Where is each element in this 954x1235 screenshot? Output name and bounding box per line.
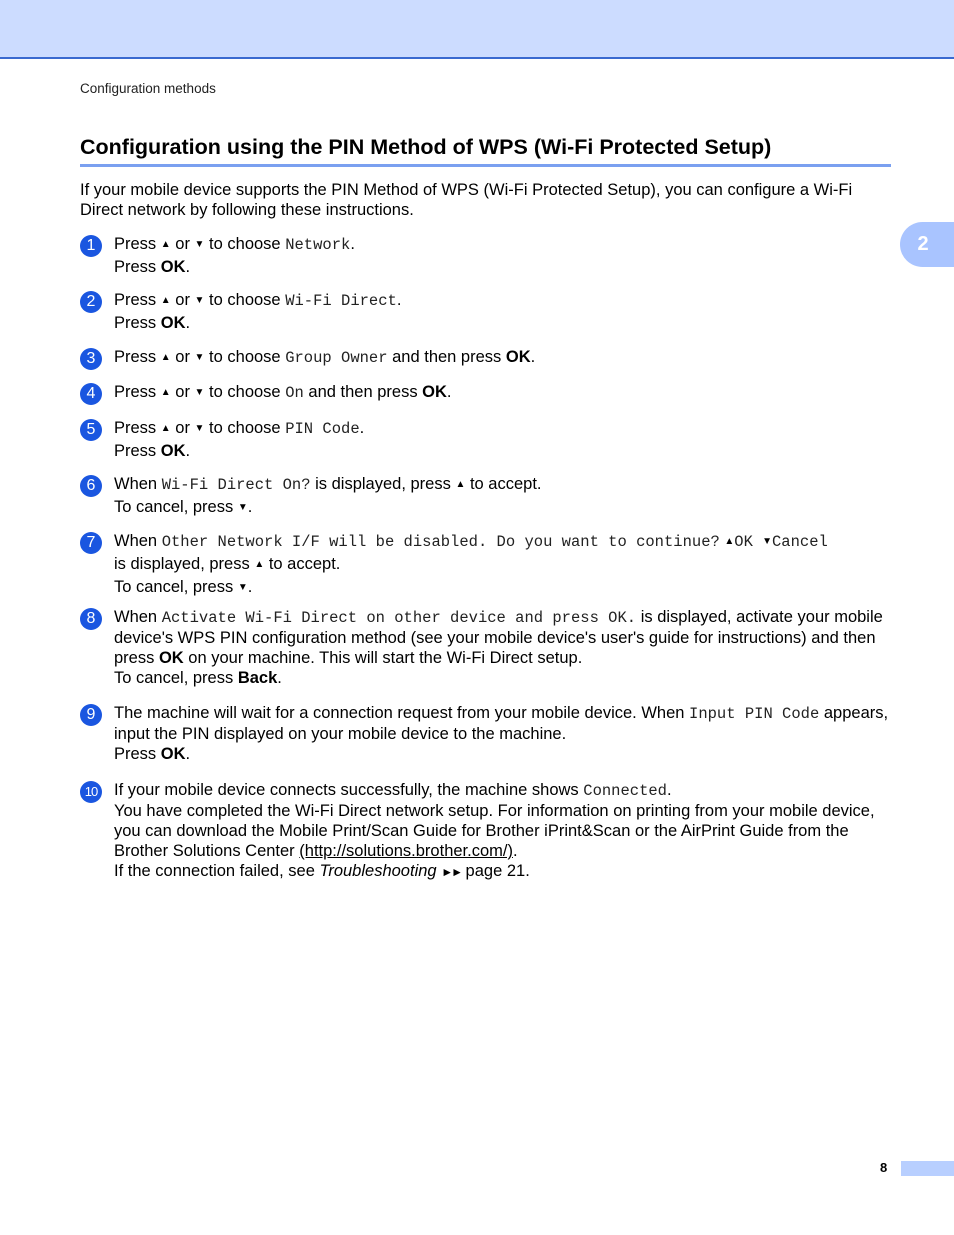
step-number: 10 (80, 781, 102, 803)
page-number: 8 (880, 1160, 888, 1175)
up-arrow-icon: ▲ (160, 387, 171, 398)
menu-option: On (285, 384, 304, 402)
down-arrow-icon: ▼ (762, 536, 772, 547)
ok-key: OK (422, 383, 447, 401)
down-arrow-icon: ▼ (194, 352, 205, 363)
ok-key: OK (158, 649, 184, 667)
section-title: Configuration using the PIN Method of WPS (Wi-Fi Protected Setup) (80, 135, 891, 167)
back-key: Back (237, 669, 278, 687)
solutions-center-link[interactable]: (http://solutions.brother.com/) (299, 842, 513, 860)
step-3: 3 Press ▲ or ▼ to choose Group Owner and then press OK. (80, 347, 892, 370)
down-arrow-icon: ▼ (194, 423, 205, 434)
up-arrow-icon: ▲ (254, 559, 265, 570)
lcd-message: Connected (583, 782, 667, 800)
step-number: 1 (80, 235, 102, 257)
ok-key: OK (505, 348, 531, 366)
menu-option: Wi-Fi Direct (285, 292, 397, 310)
ok-key: OK (160, 314, 186, 332)
step-1: 1 Press ▲ or ▼ to choose Network. Press OK. (80, 234, 892, 277)
step-10: 10 If your mobile device connects successfully, the machine shows Connected. You have completed the Wi-Fi Direct network setup. For information on printing from your mobile device, you can download the Mobile Print/Scan Guide for Brother iPrint&Scan or the AirPrint Guide from the Brother Solutions Center (http://solutions.brother.com/). If the connection failed, see Troubleshooting ►► page 21. (80, 780, 892, 882)
breadcrumb: Configuration methods (80, 81, 216, 96)
down-arrow-icon: ▼ (194, 387, 205, 398)
step-number: 7 (80, 532, 102, 554)
chapter-tab: 2 (900, 222, 954, 267)
step-5: 5 Press ▲ or ▼ to choose PIN Code. Press OK. (80, 418, 892, 461)
page-number-bar (901, 1161, 954, 1176)
step-number: 5 (80, 419, 102, 441)
step-number: 2 (80, 291, 102, 313)
step-4: 4 Press ▲ or ▼ to choose On and then press OK. (80, 382, 892, 405)
menu-option: Network (285, 236, 351, 254)
up-arrow-icon: ▲ (160, 423, 171, 434)
ok-key: OK (160, 442, 186, 460)
step-number: 4 (80, 383, 102, 405)
ok-key: OK (160, 745, 186, 763)
step-7: 7 When Other Network I/F will be disabled. Do you want to continue? ▲OK ▼Cancel is displayed, press ▲ to accept. To cancel, press ▼. (80, 531, 892, 600)
up-arrow-icon: ▲ (160, 239, 171, 250)
step-2: 2 Press ▲ or ▼ to choose Wi-Fi Direct. Press OK. (80, 290, 892, 333)
double-chevron-icon: ►► (441, 865, 461, 879)
step-8: 8 When Activate Wi-Fi Direct on other device and press OK. is displayed, activate your mobile device's WPS PIN configuration method (see your mobile device's user's guide for instructions) and then press OK on your machine. This will start the Wi-Fi Direct setup. To cancel, press Back. (80, 607, 892, 688)
lcd-message: Input PIN Code (689, 705, 820, 723)
step-number: 8 (80, 608, 102, 630)
menu-option: PIN Code (285, 420, 360, 438)
up-arrow-icon: ▲ (455, 479, 466, 490)
step-9: 9 The machine will wait for a connection request from your mobile device. When Input PIN Code appears, input the PIN displayed on your mobile device to the machine. Press OK. (80, 703, 892, 764)
troubleshooting-ref[interactable]: Troubleshooting (319, 862, 437, 880)
step-number: 3 (80, 348, 102, 370)
down-arrow-icon: ▼ (237, 582, 248, 593)
step-6: 6 When Wi-Fi Direct On? is displayed, press ▲ to accept. To cancel, press ▼. (80, 474, 892, 520)
up-arrow-icon: ▲ (724, 536, 735, 547)
down-arrow-icon: ▼ (194, 295, 205, 306)
lcd-message: Activate Wi-Fi Direct on other device and press OK. (161, 609, 637, 627)
step-number: 9 (80, 704, 102, 726)
down-arrow-icon: ▼ (194, 239, 205, 250)
header-band (0, 0, 954, 59)
intro-paragraph: If your mobile device supports the PIN Method of WPS (Wi-Fi Protected Setup), you can configure a Wi-Fi Direct network by following these instructions. (80, 181, 853, 219)
ok-key: OK (160, 258, 186, 276)
up-arrow-icon: ▲ (160, 295, 171, 306)
step-number: 6 (80, 475, 102, 497)
down-arrow-icon: ▼ (237, 502, 248, 513)
lcd-message: Other Network I/F will be disabled. Do you want to continue? (161, 533, 720, 551)
menu-option: Group Owner (285, 349, 388, 367)
up-arrow-icon: ▲ (160, 352, 171, 363)
lcd-message: Wi-Fi Direct On? (161, 476, 311, 494)
